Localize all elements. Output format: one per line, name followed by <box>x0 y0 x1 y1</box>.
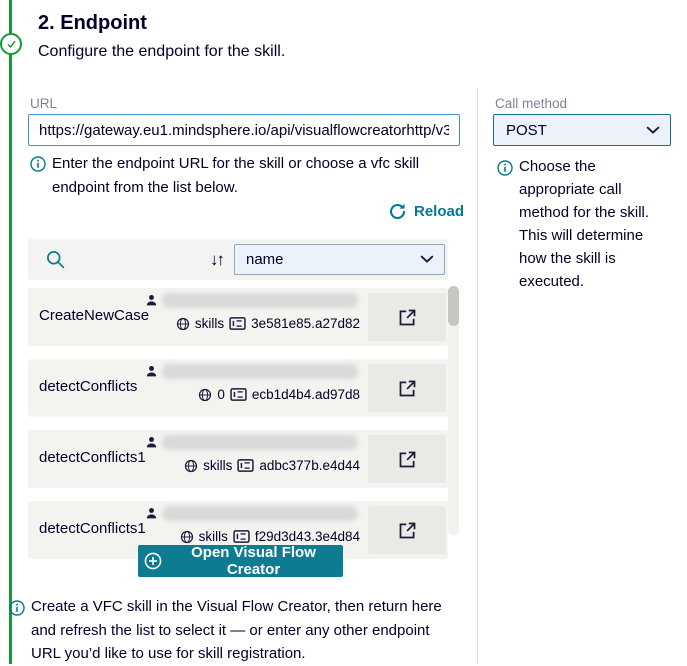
person-icon <box>145 294 158 307</box>
id-badge-icon <box>237 459 254 472</box>
open-skill-external-button[interactable] <box>368 435 446 483</box>
skill-name: detectConflicts <box>39 378 138 395</box>
sort-direction-icon[interactable]: ↓↑ <box>210 249 223 269</box>
skill-row[interactable] <box>28 359 448 417</box>
skill-owner <box>145 506 358 521</box>
url-hint-text: Enter the endpoint URL for the skill or choose a vfc skill endpoint from the list below. <box>52 155 420 196</box>
skill-name: CreateNewCase <box>39 307 150 324</box>
search-icon[interactable] <box>45 249 66 270</box>
step-complete-check-icon <box>0 33 22 55</box>
reload-icon <box>388 202 407 221</box>
call-method-hint-text: Choose the appropriate call method for the skill. This will determine how the skill is executed. <box>519 158 650 290</box>
globe-icon <box>198 388 212 402</box>
id-badge-icon <box>230 388 247 401</box>
skill-scope: skills <box>203 458 233 473</box>
plus-circle-icon <box>144 552 162 570</box>
info-icon <box>497 160 513 176</box>
skill-name: detectConflicts1 <box>39 520 146 537</box>
id-badge-icon <box>233 530 250 543</box>
skill-list-toolbar <box>28 239 448 280</box>
external-link-icon <box>397 378 418 399</box>
skill-owner <box>145 364 358 379</box>
info-icon <box>30 156 46 172</box>
skill-id: 3e581e85.a27d82 <box>251 316 360 331</box>
external-link-icon <box>397 307 418 328</box>
footer-hint-text: Create a VFC skill in the Visual Flow Creator, then return here and refresh the list to select it — or enter any other endpoint URL you’d like to use for skill registration. <box>31 598 442 662</box>
redacted-email <box>162 435 358 450</box>
open-skill-external-button[interactable] <box>368 364 446 412</box>
skill-id: f29d3d43.3e4d84 <box>254 529 360 544</box>
open-skill-external-button[interactable] <box>368 506 446 554</box>
skill-meta <box>180 529 360 544</box>
person-icon <box>145 365 158 378</box>
globe-icon <box>184 459 198 473</box>
call-method-label: Call method <box>495 96 568 111</box>
skill-owner <box>145 435 358 450</box>
open-skill-external-button[interactable] <box>368 293 446 341</box>
page-subtitle: Configure the endpoint for the skill. <box>38 43 286 60</box>
skill-row[interactable] <box>28 430 448 488</box>
column-divider <box>477 88 478 664</box>
id-badge-icon <box>229 317 246 330</box>
external-link-icon <box>397 520 418 541</box>
open-visual-flow-creator-button[interactable] <box>138 545 343 577</box>
sort-field-select[interactable] <box>234 244 445 275</box>
reload-label: Reload <box>414 203 465 220</box>
skill-meta <box>198 387 360 402</box>
skill-id: ecb1d4b4.ad97d8 <box>251 387 360 402</box>
info-icon <box>9 600 25 616</box>
skill-name: detectConflicts1 <box>39 449 146 466</box>
sort-field-value: name <box>246 251 284 268</box>
external-link-icon <box>397 449 418 470</box>
url-input[interactable] <box>28 114 460 146</box>
skill-row[interactable] <box>28 288 448 346</box>
globe-icon <box>176 317 190 331</box>
redacted-email <box>162 364 358 379</box>
reload-button[interactable] <box>388 202 464 221</box>
skill-list <box>28 286 448 544</box>
skill-scope: 0 <box>217 387 225 402</box>
skill-meta <box>176 316 360 331</box>
step-progress-line <box>9 0 12 664</box>
call-method-select[interactable] <box>493 114 671 146</box>
list-scrollbar-thumb[interactable] <box>448 286 459 326</box>
skill-meta <box>184 458 360 473</box>
open-visual-flow-creator-label: Open Visual Flow Creator <box>191 544 316 578</box>
call-method-value: POST <box>506 121 547 139</box>
redacted-email <box>162 293 358 308</box>
skill-scope: skills <box>194 316 225 331</box>
chevron-down-icon <box>420 255 434 264</box>
globe-icon <box>180 530 194 544</box>
person-icon <box>145 507 158 520</box>
chevron-down-icon <box>646 126 660 135</box>
skill-id: adbc377b.e4d44 <box>259 458 360 473</box>
skill-scope: skills <box>198 529 228 544</box>
url-field-label: URL <box>30 96 58 111</box>
skill-owner <box>145 293 358 308</box>
redacted-email <box>162 506 358 521</box>
list-scrollbar-track[interactable] <box>448 286 459 535</box>
page-title: 2. Endpoint <box>38 12 147 34</box>
person-icon <box>145 436 158 449</box>
